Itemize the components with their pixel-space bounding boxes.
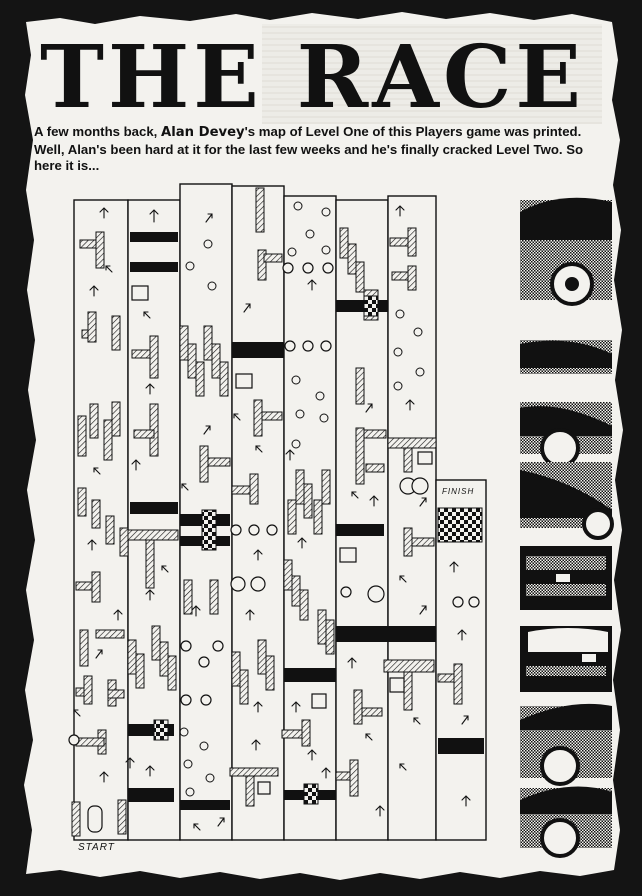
map-obstacle	[128, 640, 136, 674]
target-icon	[283, 263, 293, 273]
map-obstacle	[240, 670, 248, 704]
map-obstacle	[364, 296, 378, 316]
map-obstacle	[356, 428, 364, 484]
map-obstacle	[188, 344, 196, 378]
map-obstacle	[408, 266, 416, 290]
map-obstacle	[168, 656, 176, 690]
target-icon	[251, 577, 265, 591]
map-obstacle	[354, 690, 362, 724]
map-obstacle	[112, 402, 120, 436]
map-obstacle	[204, 326, 212, 360]
map-obstacle	[256, 188, 264, 232]
map-obstacle	[348, 244, 356, 274]
map-obstacle	[264, 254, 282, 262]
map-obstacle	[104, 420, 112, 460]
map-obstacle	[336, 524, 384, 536]
map-obstacle	[258, 640, 266, 674]
map-obstacle	[72, 802, 80, 836]
map-obstacle	[128, 530, 178, 540]
map-obstacle	[314, 500, 322, 534]
map-obstacle	[134, 430, 154, 438]
target-icon	[412, 478, 428, 494]
target-icon	[341, 587, 351, 597]
map-obstacle	[92, 572, 100, 602]
map-obstacle	[152, 626, 160, 660]
target-icon	[267, 525, 277, 535]
map-obstacle	[112, 316, 120, 350]
map-obstacle	[390, 678, 404, 692]
map-obstacle	[180, 800, 230, 810]
map-obstacle	[160, 642, 168, 676]
map-obstacle	[108, 690, 124, 698]
map-obstacle	[136, 654, 144, 688]
map-obstacle	[366, 464, 384, 472]
map-obstacle	[106, 516, 114, 544]
map-obstacle	[230, 768, 278, 776]
map-obstacle	[128, 788, 174, 802]
map-obstacle	[96, 232, 104, 268]
target-icon	[213, 641, 223, 651]
target-icon	[231, 577, 245, 591]
map-obstacle	[284, 560, 292, 590]
map-obstacle	[118, 800, 126, 834]
map-obstacle	[90, 404, 98, 438]
map-obstacle	[336, 626, 436, 642]
map-obstacle	[404, 448, 412, 472]
map-obstacle	[146, 540, 154, 588]
target-icon	[181, 695, 191, 705]
map-obstacle	[76, 738, 104, 746]
map-obstacle	[388, 438, 436, 448]
map-obstacle	[154, 720, 168, 740]
map-obstacle	[438, 508, 482, 542]
map-obstacle	[300, 590, 308, 620]
map-obstacle	[200, 446, 208, 482]
map-obstacle	[130, 262, 178, 272]
map-obstacle	[340, 548, 356, 562]
map-obstacle	[412, 538, 434, 546]
map-obstacle	[88, 806, 102, 832]
page-title: THE RACE	[40, 27, 585, 128]
map-obstacle	[196, 362, 204, 396]
map-obstacle	[302, 720, 310, 746]
intro-text-end: 's map of Level One of this Players game was printed. Well, Alan's been hard at it for the last few weeks and he's finally cracked Level Two. So here it is...	[34, 124, 584, 173]
map-obstacle	[76, 582, 94, 590]
target-icon	[469, 597, 479, 607]
map-obstacle	[356, 262, 364, 292]
map-obstacle	[288, 500, 296, 534]
map-obstacle	[180, 326, 188, 360]
target-icon	[249, 525, 259, 535]
map-obstacle	[258, 782, 270, 794]
map-obstacle	[266, 656, 274, 690]
map-obstacle	[212, 344, 220, 378]
map-obstacle	[418, 452, 432, 464]
map-obstacle	[84, 676, 92, 704]
map-obstacle	[292, 576, 300, 606]
map-obstacle	[210, 580, 218, 614]
map-obstacle	[384, 660, 434, 672]
map-obstacle	[88, 312, 96, 342]
car-sprite-icon	[520, 198, 612, 856]
target-icon	[453, 597, 463, 607]
level-two-map	[69, 184, 486, 840]
map-obstacle	[262, 412, 282, 420]
map-obstacle	[92, 500, 100, 528]
map-obstacle	[250, 474, 258, 504]
map-obstacle	[304, 484, 312, 518]
map-obstacle	[438, 738, 484, 754]
map-obstacle	[120, 528, 128, 556]
map-obstacle	[350, 760, 358, 796]
target-icon	[231, 525, 241, 535]
target-icon	[199, 657, 209, 667]
map-obstacle	[318, 610, 326, 644]
map-obstacle	[336, 300, 388, 312]
target-icon	[323, 263, 333, 273]
map-obstacle	[408, 228, 416, 256]
intro-paragraph	[34, 124, 612, 175]
map-obstacle	[80, 630, 88, 666]
map-obstacle	[220, 362, 228, 396]
map-obstacle	[202, 510, 216, 550]
map-obstacle	[296, 470, 304, 504]
map-obstacle	[356, 368, 364, 404]
map-obstacle	[232, 342, 284, 358]
target-icon	[69, 735, 79, 745]
start-label: START	[78, 842, 115, 853]
map-obstacle	[236, 374, 252, 388]
map-obstacle	[130, 502, 178, 514]
finish-label: FINISH	[442, 487, 475, 496]
map-obstacle	[132, 286, 148, 300]
map-obstacle	[254, 400, 262, 436]
map-obstacle	[326, 620, 334, 654]
intro-text-start: A few months back,	[34, 124, 162, 139]
map-obstacle	[336, 200, 388, 840]
map-obstacle	[208, 458, 230, 466]
map-obstacle	[404, 528, 412, 556]
map-obstacle	[364, 430, 386, 438]
target-icon	[303, 341, 313, 351]
target-icon	[303, 263, 313, 273]
author-name: Alan Devey	[161, 125, 245, 140]
map-obstacle	[362, 708, 382, 716]
map-obstacle	[232, 652, 240, 686]
map-obstacle	[78, 416, 86, 456]
map-obstacle	[184, 580, 192, 614]
map-obstacle	[340, 228, 348, 258]
map-obstacle	[96, 630, 124, 638]
map-obstacle	[388, 196, 436, 840]
map-obstacle	[304, 784, 318, 804]
map-obstacle	[246, 776, 254, 806]
map-obstacle	[312, 694, 326, 708]
map-obstacle	[404, 672, 412, 710]
map-obstacle	[130, 232, 178, 242]
target-icon	[201, 695, 211, 705]
map-obstacle	[150, 336, 158, 378]
target-icon	[321, 341, 331, 351]
target-icon	[285, 341, 295, 351]
map-obstacle	[322, 470, 330, 504]
target-icon	[181, 641, 191, 651]
target-icon	[368, 586, 384, 602]
map-obstacle	[454, 664, 462, 704]
map-obstacle	[284, 668, 336, 682]
map-obstacle	[78, 488, 86, 516]
